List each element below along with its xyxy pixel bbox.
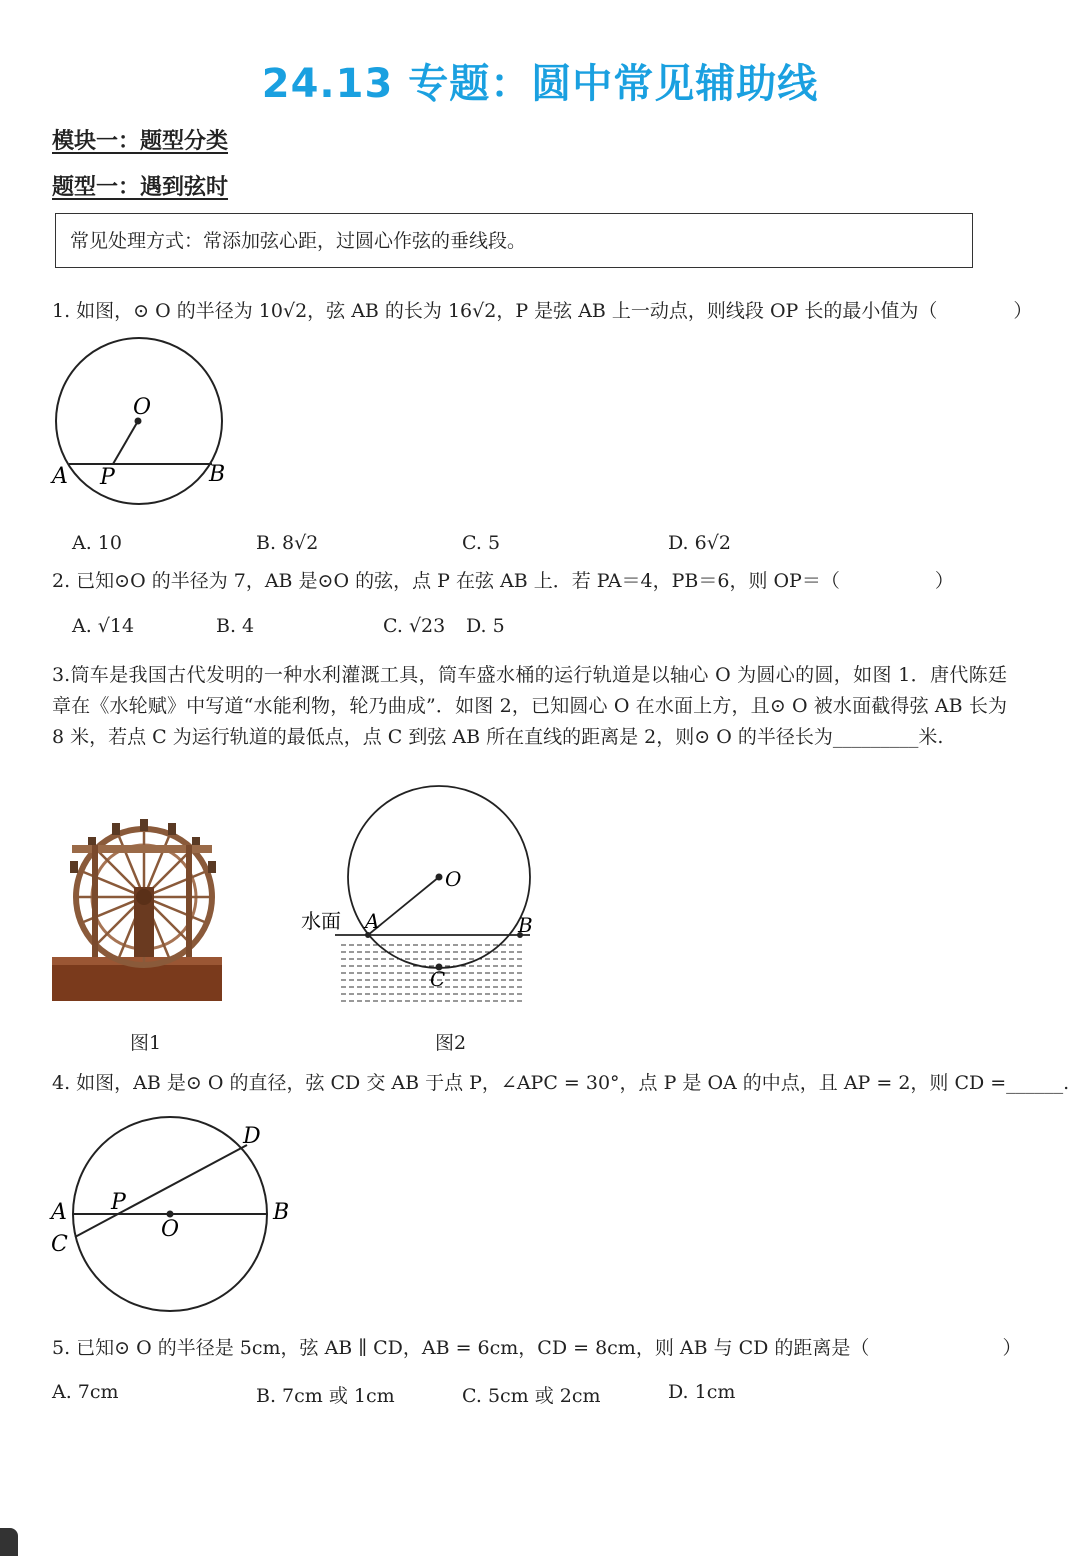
q4-figure — [45, 1115, 305, 1320]
q4-label-a: A — [51, 1200, 67, 1225]
fig1-caption: 图1 — [130, 1032, 162, 1054]
q2-option-c: C. √23 — [383, 615, 446, 637]
q5-option-c: C. 5cm 或 2cm — [462, 1385, 601, 1407]
corner-tab — [0, 1528, 18, 1556]
q1-option-c: C. 5 — [462, 532, 501, 554]
fig2-caption: 图2 — [435, 1032, 467, 1054]
question-5: 5. 已知⊙ O 的半径是 5cm，弦 AB ∥ CD，AB = 6cm，CD = 8cm，则 AB 与 CD 的距离是（ ） — [52, 1337, 1022, 1359]
module-heading: 模块一：题型分类 — [52, 128, 229, 154]
q2-option-b: B. 4 — [216, 615, 255, 637]
question-1: 1. 如图，⊙ O 的半径为 10√2，弦 AB 的长为 16√2，P 是弦 AB 上一动点，则线段 OP 长的最小值为（ ） — [52, 300, 1033, 322]
q1-label-b: B — [209, 462, 226, 487]
type-heading: 题型一：遇到弦时 — [52, 174, 229, 200]
q3-figure-2 — [295, 780, 545, 1015]
question-2: 2. 已知⊙O 的半径为 7，AB 是⊙O 的弦，点 P 在弦 AB 上．若 PA＝4，PB＝6，则 OP＝（ ） — [52, 570, 954, 592]
q4-label-o: O — [161, 1217, 180, 1242]
q1-label-p: P — [100, 465, 115, 490]
q5-option-b: B. 7cm 或 1cm — [256, 1385, 395, 1407]
q2-option-a: A. √14 — [72, 615, 135, 637]
q1-option-d: D. 6√2 — [668, 532, 731, 554]
q1-option-b: B. 8√2 — [256, 532, 319, 554]
q1-figure — [45, 335, 235, 510]
q4-label-d: D — [243, 1124, 261, 1149]
q5-option-d: D. 1cm — [668, 1381, 736, 1403]
q3-label-o: O — [445, 867, 462, 891]
page-title: 24.13 专题：圆中常见辅助线 — [261, 61, 819, 107]
q1-label-o: O — [133, 395, 152, 420]
water-surface-label: 水面 — [301, 909, 341, 933]
waterwheel-photo — [52, 815, 222, 1001]
q2-option-d: D. 5 — [466, 615, 505, 637]
q5-option-a: A. 7cm — [52, 1381, 119, 1403]
tip-text: 常见处理方式：常添加弦心距，过圆心作弦的垂线段。 — [70, 230, 527, 252]
question-4: 4. 如图，AB 是⊙ O 的直径，弦 CD 交 AB 于点 P，∠APC = 30°，点 P 是 OA 的中点，且 AP = 2，则 CD =______. — [52, 1072, 1070, 1094]
q3-label-a: A — [365, 909, 380, 933]
q4-label-b: B — [273, 1200, 290, 1225]
q3-label-c: C — [430, 967, 446, 991]
q3-label-b: B — [518, 913, 533, 937]
q4-label-c: C — [51, 1232, 68, 1257]
q1-option-a: A. 10 — [72, 532, 122, 554]
q4-label-p: P — [111, 1190, 126, 1215]
q1-label-a: A — [52, 464, 68, 489]
question-3: 3.筒车是我国古代发明的一种水利灌溉工具，筒车盛水桶的运行轨道是以轴心 O 为圆心的圆，如图 1．唐代陈廷章在《水轮赋》中写道“水能利物，轮乃曲成”．如图 2，已知圆心 O 在水面上方，且⊙ O 被水面截得弦 AB 长为 8 米，若点 C 为运行轨道的最低点，点 C 到弦 AB 所在直线的距离是 2，则⊙ O 的半径长为_________米. — [52, 664, 1007, 748]
